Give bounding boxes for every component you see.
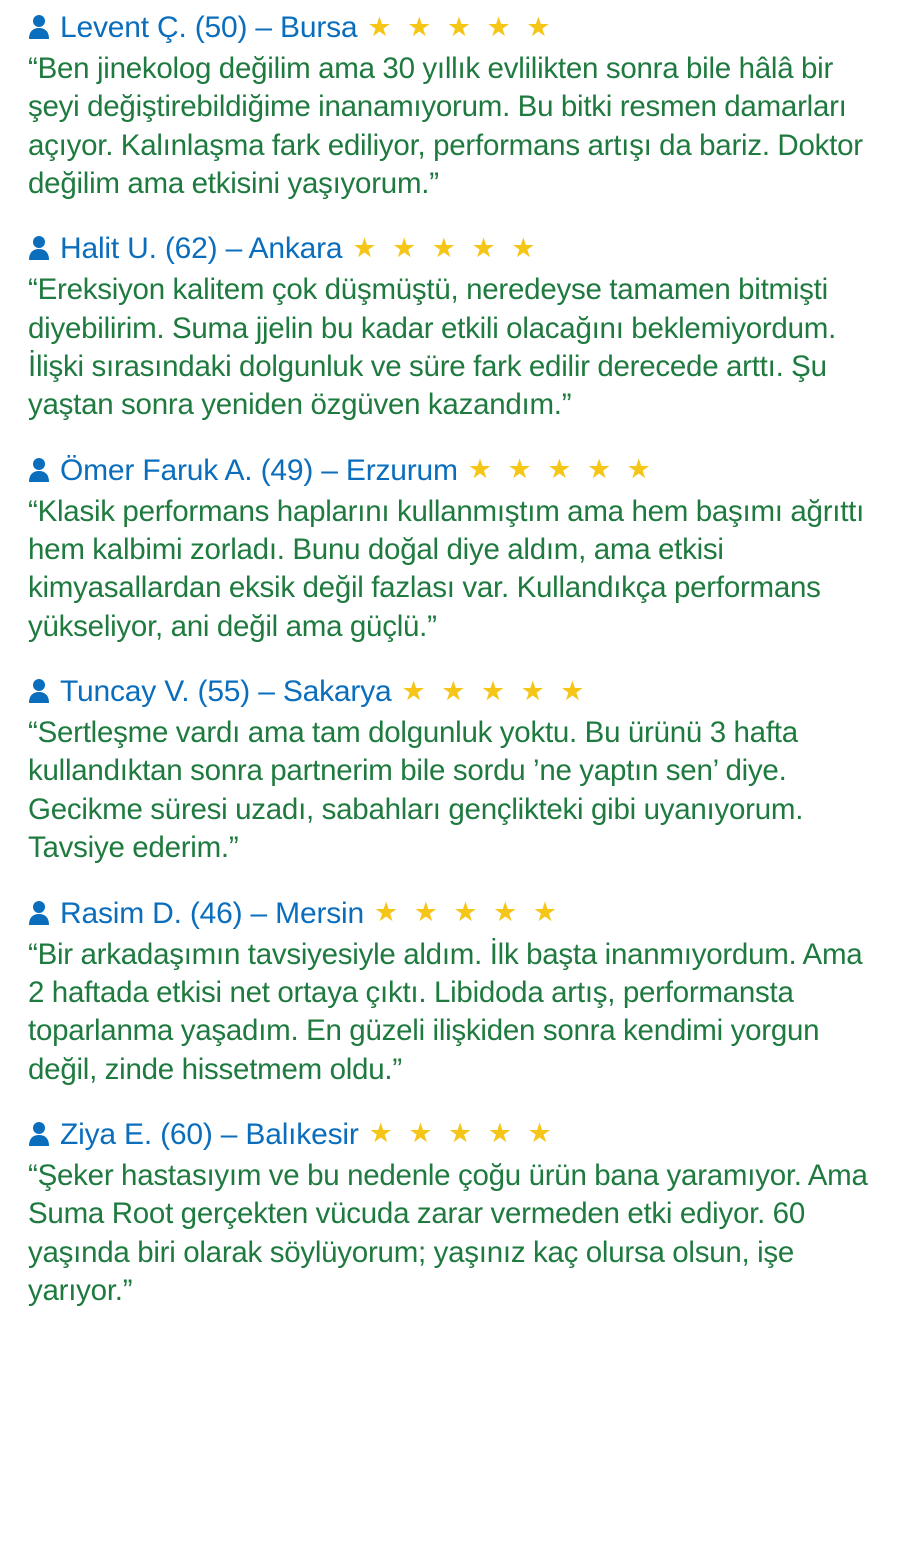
user-avatar-icon [28, 14, 50, 44]
star-rating: ★ ★ ★ ★ ★ [401, 675, 589, 706]
user-avatar-icon [28, 900, 50, 930]
review-item [28, 453, 872, 646]
review-text: “Ben jinekolog değilim ama 30 yıllık evlilikten sonra bile hâlâ bir şeyi değiştirebildiğime inanamıyorum. Bu bitki resmen damarları açıyor. Kalınlaşma fark ediliyor, performans artışı da bariz. Doktor değilim ama etkisini yaşıyorum.” [28, 52, 863, 201]
star-rating: ★ ★ ★ ★ ★ [352, 232, 540, 263]
review-text: “Sertleşme vardı ama tam dolgunluk yoktu. Bu ürünü 3 hafta kullandıktan sonra partnerim bile sordu ’ne yaptın sen’ diye. Gecikme süresi uzadı, sabahları gençlikteki gibi uyanıyorum. Tavsiye ederim.” [28, 716, 804, 865]
review-item [28, 674, 872, 867]
star-rating: ★ ★ ★ ★ ★ [367, 11, 555, 42]
review-header [28, 10, 872, 46]
review-item [28, 231, 872, 424]
review-header [28, 674, 872, 710]
review-header [28, 896, 872, 932]
star-rating: ★ ★ ★ ★ ★ [374, 897, 562, 927]
reviewer-name: Halit U. (62) – Ankara [60, 232, 343, 266]
review-header [28, 1117, 872, 1153]
reviewer-name: Levent Ç. (50) – Bursa [60, 11, 358, 44]
reviewer-name: Ömer Faruk A. (49) – Erzurum [60, 453, 458, 487]
review-text: “Ereksiyon kalitem çok düşmüştü, neredeyse tamamen bitmişti diyebilirim. Suma jjelin bu kadar etkili olacağını beklemiyordum. İlişki sırasındaki dolgunluk ve süre fark edilir derecede arttı. Şu yaştan sonra yeniden özgüven kazandım.” [28, 273, 837, 422]
review-header [28, 231, 872, 267]
reviewer-name: Ziya E. (60) – Balıkesir [60, 1117, 359, 1151]
reviewer-name: Tuncay V. (55) – Sakarya [60, 675, 392, 709]
review-item [28, 10, 872, 203]
review-header [28, 453, 872, 489]
user-avatar-icon [28, 1121, 50, 1151]
review-text: “Şeker hastasıyım ve bu nedenle çoğu ürün bana yaramıyor. Ama Suma Root gerçekten vücuda zarar vermeden etki ediyor. 60 yaşında biri olarak söylüyorum; yaşınız kaç olursa olsun, işe yarıyor.” [28, 1158, 868, 1307]
review-item [28, 896, 872, 1089]
review-item [28, 1117, 872, 1310]
star-rating: ★ ★ ★ ★ ★ [368, 1118, 556, 1149]
review-text: “Bir arkadaşımın tavsiyesiyle aldım. İlk başta inanmıyordum. Ama 2 haftada etkisi net ortaya çıktı. Libidoda artış, performansta toparlanma yaşadım. En güzeli ilişkiden sonra kendimi yorgun değil, zinde hissetmem oldu.” [28, 937, 863, 1086]
user-avatar-icon [28, 678, 50, 708]
star-rating: ★ ★ ★ ★ ★ [467, 454, 655, 485]
user-avatar-icon [28, 235, 50, 265]
user-avatar-icon [28, 457, 50, 487]
review-text: “Klasik performans haplarını kullanmıştım ama hem başımı ağrıttı hem kalbimi zorladı. Bunu doğal diye aldım, ama etkisi kimyasallardan eksik değil fazlası var. Kullandıkça performans yükseliyor, ani değil ama güçlü.” [28, 494, 865, 643]
reviewer-name: Rasim D. (46) – Mersin [60, 896, 364, 930]
